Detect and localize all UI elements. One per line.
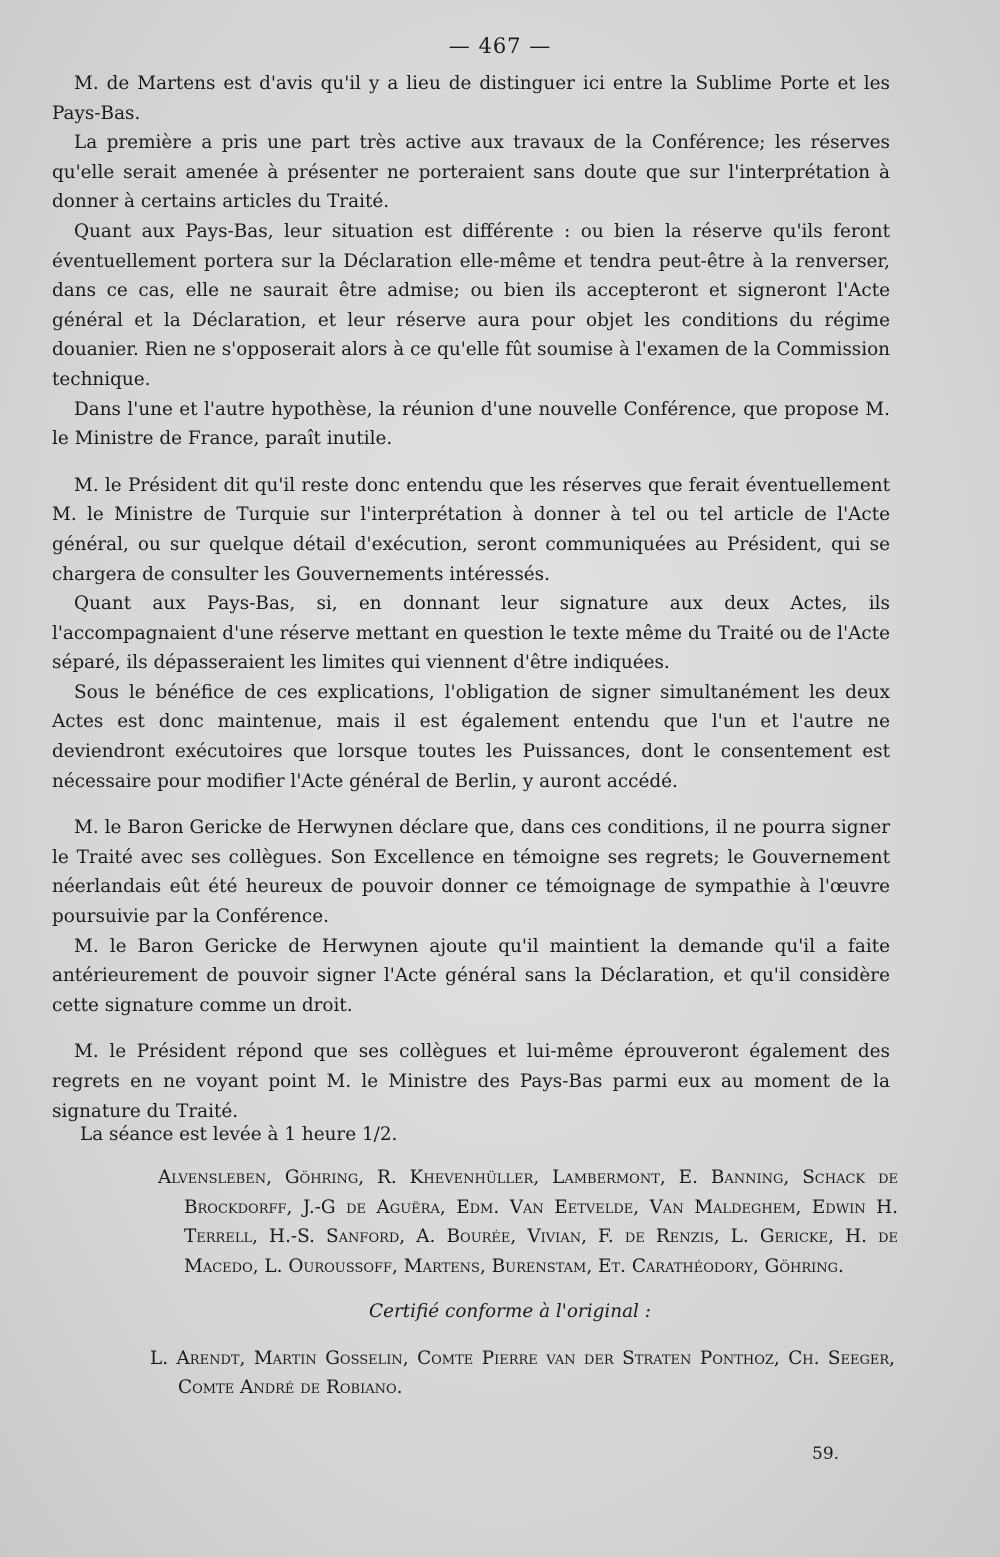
paragraph-pays-bas-signature: Quant aux Pays-Bas, si, en donnant leur signature aux deux Actes, ils l'accompagnaient d'une réserve mettant en question le texte même du Traité ou de l'Acte séparé, ils dépasseraient les limites qui viennent d'être indiquées.: [52, 593, 890, 674]
page-number: — 467 —: [448, 34, 552, 58]
paragraph-gericke-declaration: M. le Baron Gericke de Herwynen déclare que, dans ces conditions, il ne pourra signer le Traité avec ses collègues. Son Excellence en témoigne ses regrets; le Gouvernement néerlandais eût été heureux de pouvoir donner ce témoignage de sympathie à l'œuvre poursuivie par la Conférence.: [52, 817, 890, 928]
paragraph-martens-distinction: M. de Martens est d'avis qu'il y a lieu de distinguer ici entre la Sublime Porte et les Pays-Bas.: [52, 73, 890, 124]
paragraph-hypothesis: Dans l'une et l'autre hypothèse, la réunion d'une nouvelle Conférence, que propose M. le Ministre de France, paraît inutile.: [52, 398, 890, 450]
paragraph-president-reserves: M. le Président dit qu'il reste donc entendu que les réserves que ferait éventuellement M. le Ministre de Turquie sur l'interprétation à donner à tel ou tel article de l'Acte général, ou sur quelque détail d'exécution, seront communiquées au Président, qui se chargera de consulter les Gouvernements intéressés.: [52, 474, 890, 585]
paragraph-sublime-porte: La première a pris une part très active aux travaux de la Conférence; les réserves qu'elle serait amenée à présenter ne porteraient sans doute que sur l'interprétation à donner à certains articles du Traité.: [52, 132, 890, 213]
certification-signers-block: [150, 1344, 895, 1402]
paragraph-pays-bas-situation: Quant aux Pays-Bas, leur situation est différente : ou bien la réserve qu'ils feront éventuellement portera sur la Déclaration elle-même et tendra peut-être à la renverser, dans ce cas, elle ne saurait être admise; ou bien ils accepteront et signeront l'Acte général et la Déclaration, et leur réserve aura pour objet les conditions du régime douanier. Rien ne s'opposerait alors à ce qu'elle fût soumise à l'examen de la Commission technique.: [52, 220, 890, 390]
adjournment-line: La séance est levée à 1 heure 1/2.: [80, 1124, 398, 1145]
paragraph-president-reply: M. le Président répond que ses collègues et lui-même éprouveront également des regrets en ne voyant point M. le Ministre des Pays-Bas parmi eux au moment de la signature du Traité.: [52, 1041, 890, 1122]
signatories-list: Alvensleben, Göhring, R. Khevenhüller, Lambermont, E. Banning, Schack de Brockdorff, J.-G de Aguëra, Edm. Van Eetvelde, Van Maldeghem, Edwin H. Terrell, H.-S. Sanford, A. Bourée, Vivian, F. de Renzis, L. Gericke, H. de Macedo, L. Ouroussoff, Martens, Burenstam, Et. Carathéodory, Göhring.: [158, 1167, 898, 1277]
signatories-block: [158, 1163, 898, 1281]
signature-mark: 59.: [812, 1444, 840, 1464]
minutes-body: [52, 69, 890, 1126]
certification-heading: Certifié conforme à l'original :: [369, 1301, 651, 1322]
certification-signers: L. Arendt, Martin Gosselin, Comte Pierre van der Straten Ponthoz, Ch. Seeger, Comte André de Robiano.: [150, 1348, 895, 1398]
paragraph-explications: Sous le bénéfice de ces explications, l'obligation de signer simultanément les deux Actes est donc maintenue, mais il est également entendu que l'un et l'autre ne deviendront exécutoires que lorsque toutes les Puissances, dont le consentement est nécessaire pour modifier l'Acte général de Berlin, y auront accédé.: [52, 681, 890, 792]
paragraph-gericke-demand: M. le Baron Gericke de Herwynen ajoute qu'il maintient la demande qu'il a faite antérieurement de pouvoir signer l'Acte général sans la Déclaration, et qu'il considère cette signature comme un droit.: [52, 935, 890, 1016]
